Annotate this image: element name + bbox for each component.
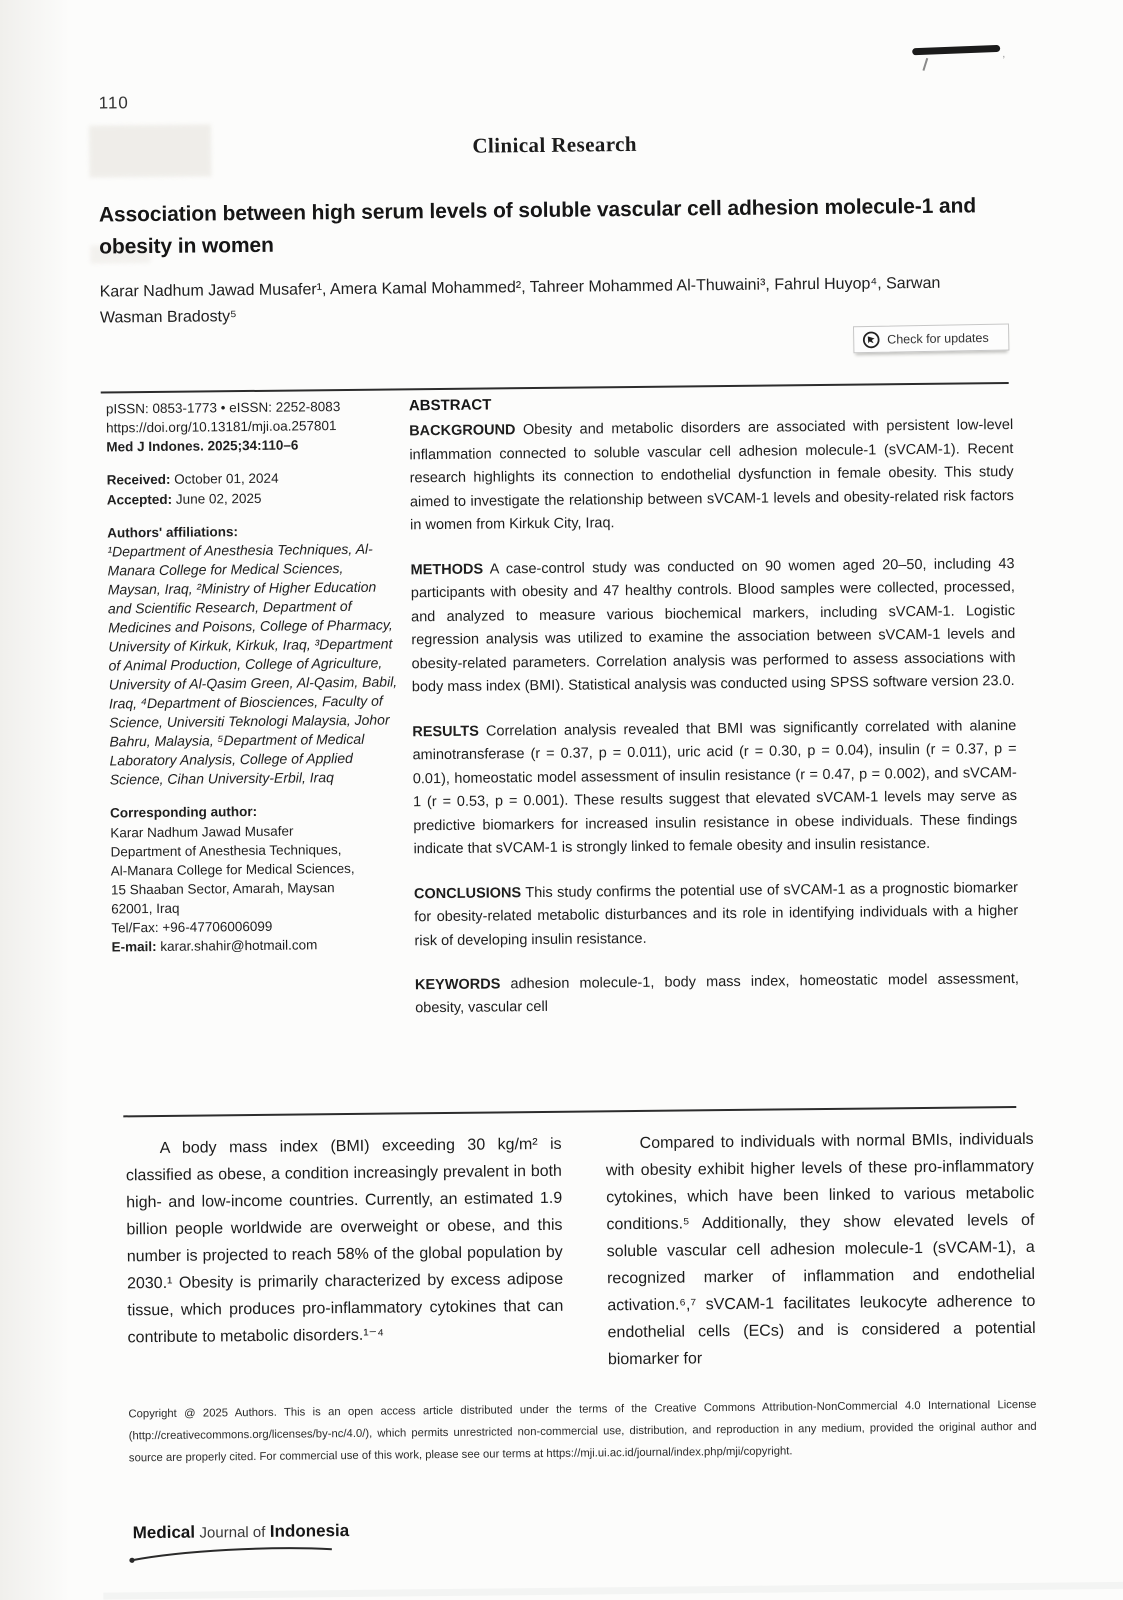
pen-slash-mark	[922, 58, 928, 71]
pen-mark	[912, 45, 1000, 55]
email-line: E-mail: karar.shahir@hotmail.com	[111, 937, 318, 955]
abstract-results: RESULTS Correlation analysis revealed that BMI was significantly correlated with alanine aminotransferase (r = 0.37, p = 0.011), uric acid (r = 0.30, p = 0.04), insulin (r = 0.37, p = 0.01), homeostatic model assessment of insulin resistance (r = 0.47, p = 0.002), and sVCAM-1 (r = 0.53, p = 0.001). These results suggest that elevated sVCAM-1 levels may serve as predictive biomarkers for increased insulin resistance in obese individuals. These findings indicate that sVCAM-1 is strongly linked to female obesity and insulin resistance.	[412, 717, 1018, 858]
abstract-conclusions: CONCLUSIONS This study confirms the potential use of sVCAM-1 as a prognostic biomarker for obesity-related metabolic disturbances and its role in identifying individuals with a higher risk of developing insulin resistance.	[413, 879, 1019, 949]
check-for-updates-label: Check for updates	[887, 330, 989, 347]
corresponding-line: Department of Anesthesia Techniques,	[110, 841, 342, 860]
corresponding-line: Al-Manara College for Medical Sciences,	[110, 860, 355, 879]
article-title: Association between high serum levels of soluble vascular cell adhesion molecule-1 and obesity in women	[98, 194, 977, 259]
scan-bottom-edge	[103, 1582, 1123, 1600]
journal-logo	[133, 1521, 350, 1543]
accepted-line: Accepted: June 02, 2025	[106, 490, 262, 508]
corresponding-author-block	[110, 801, 412, 957]
abstract-background: BACKGROUND Obesity and metabolic disorders are associated with persistent low-level inflammation connected to soluble vascular cell adhesion molecule-1 (sVCAM-1). Recent research highlights its connection to endothelial dysfunction in female obesity. This study aimed to investigate the relationship between sVCAM-1 levels and obesity-related risk factors in women from Kirkuk City, Iraq.	[409, 417, 1014, 534]
body-divider	[123, 1106, 1016, 1117]
corresponding-label: Corresponding author:	[110, 804, 258, 821]
logo-swoosh-icon	[127, 1543, 337, 1565]
body-paragraph: A body mass index (BMI) exceeding 30 kg/m² is classified as obese, a condition increasingly prevalent in both high- and low-income countries. Currently, an estimated 1.9 billion people worldwide are overweight or obese, and this number is projected to reach 58% of the global population by 2030.¹ Obesity is primarily characterized by excess adipose tissue, which produces pro-inflammatory cytokines that can contribute to metabolic disorders.¹⁻⁴	[125, 1135, 564, 1347]
page-number: 110	[98, 93, 129, 113]
affiliations-block	[107, 520, 410, 790]
logo-word-journal-of: Journal of	[199, 1523, 266, 1542]
abstract-keywords: KEYWORDS adhesion molecule-1, body mass index, homeostatic model assessment, obesity, vascular cell	[414, 970, 1020, 1017]
author-list: Karar Nadhum Jawad Musafer¹, Amera Kamal Mohammed², Tahreer Mohammed Al-Thuwaini³, Fahrul Huyop⁴, Sarwan Wasman Bradosty⁵	[99, 274, 941, 327]
logo-word-medical: Medical	[132, 1522, 196, 1543]
abstract-section	[409, 388, 1020, 1042]
copyright-notice: Copyright @ 2025 Authors. This is an open access article distributed under the terms of the Creative Commons Attribution-NonCommercial 4.0 International License (http://creativecommons.org/licenses/by-nc/4.0/), which permits unrestricted non-commercial use, distribution, and reproduction in any medium, provided the original author and source are properly cited. For commercial use of this work, please see our terms at https://mji.ui.ac.id/journal/index.php/mji/copyright.	[128, 1398, 1037, 1465]
issn-line: pISSN: 0853-1773 • eISSN: 2252-8083	[105, 399, 341, 417]
citation-line: Med J Indones. 2025;34:110–6	[106, 437, 299, 455]
telfax-line: Tel/Fax: +96-47706006099	[111, 919, 273, 936]
issn-block	[106, 396, 407, 457]
corresponding-line: Karar Nadhum Jawad Musafer	[110, 823, 294, 840]
affiliations-text: ¹Department of Anesthesia Techniques, Al-Manara College for Medical Sciences, Maysan, Iraq, ²Ministry of Higher Education and Scientific Research, Department of Medicines and Poisons, College of Pharmacy, University of Kirkuk, Kirkuk, Iraq, ³Department of Animal Production, College of Agriculture, University of Al-Qasim Green, Al-Qasim, Babil, Iraq, ⁴Department of Biosciences, Faculty of Science, Universiti Teknologi Malaysia, Johor Bahru, Malaysia, ⁵Department of Medical Laboratory Analysis, College of Applied Science, Cihan University-Erbil, Iraq	[107, 540, 398, 788]
abstract-heading: ABSTRACT	[408, 396, 492, 415]
body-column-left	[126, 1131, 564, 1352]
logo-word-indonesia: Indonesia	[269, 1521, 350, 1541]
corresponding-line: 15 Shaaban Sector, Amarah, Maysan	[110, 880, 335, 898]
affiliations-label: Authors' affiliations:	[107, 523, 238, 541]
dates-block	[107, 468, 407, 509]
body-column-right	[605, 1126, 1036, 1373]
article-meta-sidebar	[106, 396, 412, 971]
corresponding-line: 62001, Iraq	[111, 900, 180, 917]
crossmark-icon	[862, 330, 880, 348]
pen-speck: ,	[1002, 48, 1006, 61]
check-for-updates-button[interactable]	[853, 323, 1009, 353]
section-header: Clinical Research	[472, 131, 638, 158]
abstract-methods: METHODS A case-control study was conducted on 90 women aged 20–50, including 43 participants with obesity and 47 healthy controls. Blood samples were collected, processed, and analyzed to measure various biochemical markers, including sVCAM-1. Logistic regression analysis was utilized to examine the association between sVCAM-1 levels and obesity-related parameters. Correlation analysis was performed to assess associations with body mass index (BMI). Statistical analysis was conducted using SPSS software version 23.0.	[410, 555, 1016, 696]
doi-line: https://doi.org/10.13181/mji.oa.257801	[106, 418, 337, 436]
received-line: Received: October 01, 2024	[106, 471, 279, 488]
body-paragraph: Compared to individuals with normal BMIs, individuals with obesity exhibit higher levels of these pro-inflammatory cytokines, which have been linked to various metabolic conditions.⁵ Additionally, they show elevated levels of soluble vascular cell adhesion molecule-1 (sVCAM-1), a recognized marker of inflammation and endothelial activation.⁶,⁷ sVCAM-1 facilitates leukocyte adherence to endothelial cells (ECs) and is considered a potential biomarker for	[605, 1130, 1036, 1369]
